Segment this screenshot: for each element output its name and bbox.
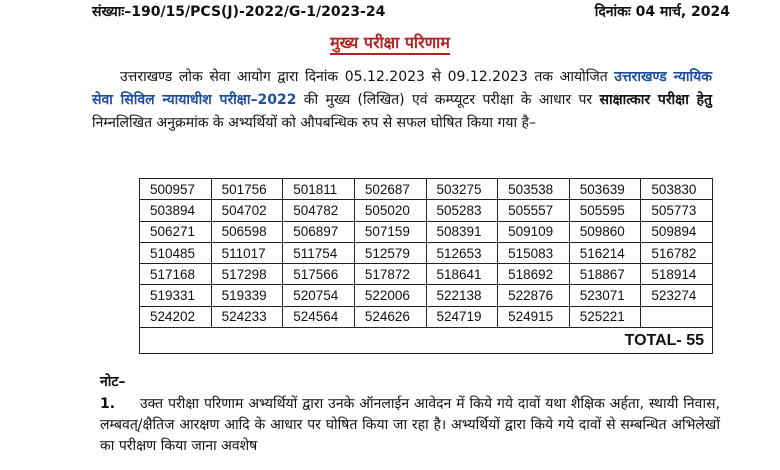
document-title [0,31,780,53]
roll-number-cell: 517566 [283,264,355,285]
roll-number-cell: 505595 [569,200,641,221]
roll-number-cell: 506897 [283,221,355,242]
roll-number-cell: 516214 [569,242,641,263]
table-row [140,221,713,242]
roll-number-cell: 524202 [140,306,212,327]
roll-number-cell: 511017 [211,242,283,263]
roll-number-cell: 505283 [426,200,498,221]
roll-number-cell: 522876 [498,285,570,306]
roll-number-cell: 523274 [641,285,713,306]
roll-number-cell: 501756 [211,179,283,200]
roll-number-cell: 520754 [283,285,355,306]
intro-text [92,66,712,135]
roll-number-cell: 507159 [354,221,426,242]
interview-text: साक्षात्कार परीक्षा हेतु [599,92,713,108]
roll-number-cell: 516782 [641,242,713,263]
roll-number-cell: 515083 [498,242,570,263]
roll-number-cell: 517168 [140,264,212,285]
roll-number-cell: 524626 [354,306,426,327]
roll-number-cell: 524233 [211,306,283,327]
roll-number-cell: 519331 [140,285,212,306]
note-heading: नोट– [100,374,126,390]
roll-number-cell: 519339 [211,285,283,306]
roll-number-cell: 512653 [426,242,498,263]
roll-number-cell: 523071 [569,285,641,306]
note-item-text: उक्त परीक्षा परिणाम अभ्यर्थियों द्वारा उनके ऑनलाईन आवेदन में किये गये दावों यथा शैक्षिक अर्हता, स्थायी निवास, लम्बवत्/क्षैतिज आरक्षण आदि के आधार पर घोषित किया जा रहा है। अभ्यर्थियों द्वारा किये गये दावों से सम्बन्धित अभिलेखों का परीक्षण किया जाना अवशेष [100,396,720,454]
table-row [140,242,713,263]
roll-number-cell: 517298 [211,264,283,285]
table-row [140,200,713,221]
reference-number: संख्याः–190/15/PCS(J)-2022/G-1/2023-24 [92,4,386,20]
intro-part3: निम्नलिखित अनुक्रमांक के अभ्यर्थियों को औपबन्धिक रुप से सफल घोषित किया गया है– [92,115,536,131]
roll-number-cell: 512579 [354,242,426,263]
roll-number-cell: 503639 [569,179,641,200]
roll-number-cell: 501811 [283,179,355,200]
document-header [92,2,730,22]
roll-number-cell: 502687 [354,179,426,200]
document-date: दिनांकः 04 मार्च, 2024 [594,4,730,20]
roll-number-cell: 509894 [641,221,713,242]
table-row [140,306,713,327]
roll-number-cell: 505557 [498,200,570,221]
intro-paragraph [92,66,712,135]
roll-number-cell: 518867 [569,264,641,285]
title-text: मुख्य परीक्षा परिणाम [330,33,450,55]
roll-number-cell: 504782 [283,200,355,221]
note-item [100,394,720,457]
roll-number-cell: 518914 [641,264,713,285]
roll-number-cell: 509860 [569,221,641,242]
roll-number-cell: 506271 [140,221,212,242]
intro-part1: उत्तराखण्ड लोक सेवा आयोग द्वारा दिनांक 05.12.2023 से 09.12.2023 तक आयोजित [120,69,608,85]
roll-number-cell: 522138 [426,285,498,306]
roll-number-cell: 524719 [426,306,498,327]
roll-number-cell: 500957 [140,179,212,200]
roll-number-cell [641,306,713,327]
roll-number-cell: 505773 [641,200,713,221]
roll-number-cell: 522006 [354,285,426,306]
table-row [140,179,713,200]
roll-number-cell: 503830 [641,179,713,200]
table-row [140,285,713,306]
roll-number-cell: 504702 [211,200,283,221]
roll-number-cell: 517872 [354,264,426,285]
note-item-number: 1. [100,396,116,412]
roll-number-cell: 503538 [498,179,570,200]
roll-number-cell: 506598 [211,221,283,242]
roll-number-cell: 518692 [498,264,570,285]
roll-number-cell: 503275 [426,179,498,200]
roll-number-cell: 510485 [140,242,212,263]
roll-number-cell: 505020 [354,200,426,221]
roll-number-cell: 518641 [426,264,498,285]
roll-number-cell: 524564 [283,306,355,327]
roll-number-cell: 524915 [498,306,570,327]
total-count: TOTAL- 55 [140,328,713,354]
exam-name: उत्तराखण्ड न्यायिक सेवा सिविल न्यायाधीश परीक्षा–2022 [92,69,712,108]
table-row [140,264,713,285]
roll-number-cell: 503894 [140,200,212,221]
roll-number-cell: 509109 [498,221,570,242]
total-row [140,328,713,354]
results-table [139,178,713,354]
roll-number-cell: 511754 [283,242,355,263]
roll-number-cell: 525221 [569,306,641,327]
roll-number-cell: 508391 [426,221,498,242]
intro-part2: की मुख्य (लिखित) एवं कम्प्यूटर परीक्षा के आधार पर [303,92,593,108]
